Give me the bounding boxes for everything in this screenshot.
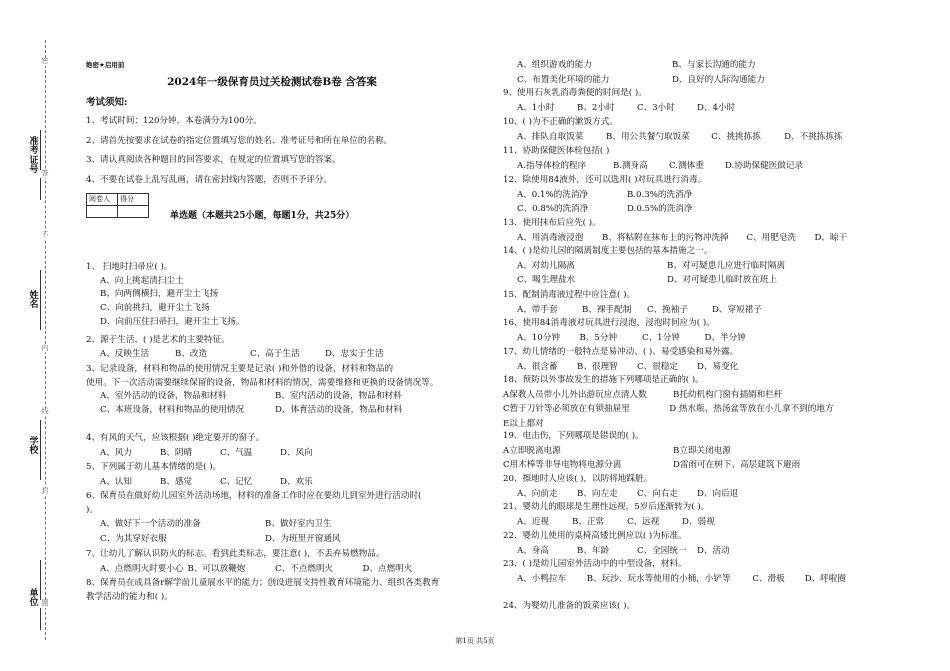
option: B、感觉	[160, 476, 193, 487]
unit-label: 单位	[29, 589, 39, 609]
option: B、将粘附在抹布上的污物冲洗掉	[602, 232, 729, 243]
option: C、记忆	[220, 476, 253, 487]
option: B托幼机构门窗有插销和栏杆	[673, 389, 783, 400]
option: C、3小时	[637, 102, 675, 113]
score-blank	[118, 206, 149, 218]
option: A、排队自取饭菜	[517, 131, 584, 142]
option: C、不点燃明火	[275, 563, 334, 574]
option: B、阴晴	[160, 447, 193, 458]
grader-blank	[87, 206, 118, 218]
question-24	[503, 601, 843, 612]
option: C、滑板	[752, 573, 785, 584]
option: A、10分钟	[517, 332, 560, 343]
seal-mark-da: 答	[41, 169, 49, 177]
question-text: 1、 扫地时扫帚应( )。	[86, 262, 173, 272]
option: C、为其穿好衣服	[100, 534, 167, 545]
question-20	[503, 474, 843, 499]
option: A、风力	[100, 447, 132, 458]
exam-id-label: 准考证号	[29, 137, 39, 176]
option: B、与家长沟通的能力	[672, 60, 756, 70]
notes-heading: 考试须知:	[86, 97, 128, 108]
option: D 热水瓶、热汤盆等放在小儿拿不到的地方	[669, 404, 834, 415]
option: A、对幼儿隔离	[517, 260, 575, 271]
option: C、布置美化环境的能力	[517, 74, 610, 85]
question-19	[503, 431, 843, 471]
option: D、4小时	[697, 102, 736, 113]
option: A、向前走	[517, 488, 558, 499]
option: C、用肥皂洗	[746, 232, 797, 243]
question-text: 22、婴幼儿使用的桌椅高矮比例应以( )为标准。	[503, 531, 687, 541]
option: D、风向	[280, 447, 313, 458]
option: A、带手套	[517, 304, 558, 315]
question-text: 23、( )是幼儿园室外活动中的中型设备，材料。	[503, 559, 687, 569]
question-23	[503, 559, 846, 584]
seal-mark-bu: 不	[41, 231, 49, 239]
note-item: 2、请首先按要求在试卷的指定位置填写您的姓名、准考证号和所在单位的名称。	[86, 135, 393, 146]
option: A.指导体检的程序	[517, 160, 587, 171]
option: D、弱视	[682, 516, 715, 527]
page-title: 2024年一级保育员过关检测试卷B卷 含答案	[167, 76, 377, 88]
score-cell: 得分	[118, 194, 149, 206]
option: D、欢乐	[280, 476, 313, 487]
question-text: 12、除使用84液外，还可以选用( )对玩具进行消毒。	[503, 175, 707, 185]
option: D.0.5%的洗消净	[627, 204, 693, 215]
option: C、喝生理盐水	[517, 275, 576, 286]
option: B、做好室内卫生	[265, 519, 332, 530]
option: B、很理智	[577, 361, 618, 372]
option: A、反映生活	[100, 348, 150, 359]
question-text: 7、让幼儿了解认识防火的标志。看到此类标志，要注意( )，不丢弃易燃物品。	[86, 549, 385, 559]
option: C、很稳定	[637, 361, 678, 372]
option: C、高于生活	[250, 348, 300, 359]
option: A、认知	[100, 476, 132, 487]
seal-line	[45, 40, 46, 640]
question-8	[86, 578, 466, 602]
question-text: 10、( )为不正确的漱饭方式。	[503, 117, 618, 127]
option: B、年龄	[577, 545, 610, 556]
note-item: 3、请认真阅读各种题目的回答要求，在规定的位置填写您的答案。	[86, 155, 341, 165]
question-9	[503, 88, 843, 113]
option: C、向右走	[637, 488, 678, 499]
option: C用木棒等非导电物将电源分离	[503, 460, 622, 471]
school-label: 学校	[29, 437, 39, 457]
note-item: 4、不要在试卷上乱写乱画，请在密封线内答题，否则不予评分。	[86, 174, 333, 185]
option: A、1小时	[517, 102, 555, 113]
option: C、挑挑拣拣	[711, 131, 761, 142]
unit-line	[40, 560, 41, 630]
option: B.0.3%的洗消净	[627, 189, 693, 200]
option: C、1分钟	[642, 332, 680, 343]
question-8-options	[503, 60, 843, 85]
name-label: 姓名	[29, 291, 39, 311]
note-item: 1、考试时间：120分钟，本卷满分为100分。	[86, 116, 262, 126]
question-14	[503, 246, 843, 286]
option: A、小鸭拉车	[517, 573, 567, 584]
option: B立即关闭电源	[673, 445, 731, 456]
option: B、对可疑患儿应进行临时隔离	[667, 260, 786, 271]
option: D、忠实于生活	[325, 348, 384, 359]
option: C、0.8%的洗消净	[517, 204, 589, 215]
option: A、室外活动的设备，物品和材料	[100, 391, 227, 402]
seal-mark-feng: 封	[41, 487, 49, 495]
question-17	[503, 347, 843, 372]
option: C暂于刀针等必须放在有锁抽屉里	[503, 404, 630, 415]
question-text: 14、( )是幼儿园的隔离制度主要包括的基本措施之一。	[503, 246, 713, 256]
question-text: 19、电击伤，下列哪项是错误的( )。	[503, 431, 644, 441]
option: C、挽袖子	[647, 304, 688, 315]
exam-notes	[86, 116, 458, 194]
option: B、改造	[175, 348, 208, 359]
option: C、气温	[220, 447, 253, 458]
option: D、半分钟	[704, 332, 746, 343]
option: D.协助保健医做记录	[725, 160, 804, 171]
question-text: 16、使用84消毒液对玩具进行浸泡，浸泡时间应为( )。	[503, 318, 715, 328]
option: B、向左走	[577, 488, 618, 499]
question-5	[86, 462, 466, 487]
option: B.测身高	[613, 160, 648, 171]
option: B、用公共餐勺取饭菜	[606, 131, 690, 142]
name-line	[40, 270, 41, 330]
option: B、2小时	[577, 102, 615, 113]
question-text: 6、保育员在做好幼儿园室外活动场地，材料的准备工作时应在要幼儿到室外进行活动时(	[86, 491, 422, 501]
option: D、对可疑患儿临时放在班上	[667, 275, 778, 286]
option: B、室内活动的设备，物品和材料	[275, 391, 402, 402]
question-13	[503, 218, 848, 243]
option: D、易变化	[697, 361, 739, 372]
question-text: 使用。下一次活动需要继续保留的设备，物品和材料的情况，需要维修和更换的设备情况等。	[86, 377, 439, 388]
option: B、玩沙、玩水等使用的小桶，小铲等	[586, 573, 731, 584]
question-text: 21、婴幼儿的眼球是生理性远视，5岁后逐渐转为( )。	[503, 502, 710, 512]
option: D、体育活动的设备，物品和材料	[275, 405, 403, 416]
question-text: )。	[86, 504, 98, 515]
question-text: 2、源于生活、( )是艺术的主要特征。	[86, 335, 230, 345]
option: D、向前压住扫帚扫，避开尘土飞扬。	[100, 316, 245, 327]
option: D雷雨可在树下、高层建筑下避雨	[673, 460, 801, 471]
question-3	[86, 364, 466, 416]
option: C.测体重	[669, 160, 704, 171]
option: A、很含蓄	[517, 361, 558, 372]
option: B、裸手配制	[582, 304, 632, 315]
question-text: 11、协助保健医体检包括( )	[503, 146, 610, 156]
exam-id-line	[40, 130, 41, 200]
question-text: 教学活动的能力和( )。	[86, 591, 173, 602]
option: D、向后退	[697, 488, 739, 499]
question-12	[503, 175, 843, 215]
option: B、正常	[572, 516, 605, 527]
option: A、向上挑起清扫尘土	[100, 275, 184, 286]
question-1	[86, 262, 466, 328]
question-22	[503, 531, 843, 556]
option: D、穿短裙子	[712, 304, 762, 315]
option: D、点燃明火	[362, 563, 413, 574]
binding-margin	[0, 0, 62, 671]
school-line	[40, 420, 41, 480]
option: E以上都对	[503, 419, 544, 430]
question-21	[503, 502, 843, 527]
question-text: 15、配制消毒液过程中应注意( )。	[503, 290, 636, 300]
option: C、全园统一	[637, 545, 687, 556]
question-text: 17、幼儿情绪的一般特点是易冲动、( )、易受感染和易外露。	[503, 347, 739, 357]
seal-mark-mi: 密	[41, 57, 49, 65]
option: D、呼啦圈	[804, 573, 846, 584]
option: A、0.1%的洗消净	[517, 189, 589, 200]
question-18	[503, 375, 843, 430]
option: B、可以放鞭炮	[187, 563, 246, 574]
option: D、不挑拣拣拣	[784, 131, 843, 142]
option: D、为班里开窗通风	[265, 534, 341, 545]
question-text: 4、有风的天气，应该根据( )绝定要开的窗子。	[86, 433, 265, 443]
question-4	[86, 433, 466, 458]
option: B、5分钟	[579, 332, 618, 343]
question-11	[503, 146, 843, 171]
option: A立即脱离电源	[503, 445, 561, 456]
question-6	[86, 491, 466, 545]
option: A、点燃明火时要小心	[100, 563, 184, 574]
seal-mark-ti: 题	[41, 599, 49, 607]
option: D、晾干	[814, 232, 848, 243]
question-text: 18、预防以外事故发生的措施下列哪项是正确的( )。	[503, 375, 704, 385]
option: C、向前挑扫，避开尘土飞扬	[100, 303, 210, 314]
option: A保教人员带小儿外出游玩应点清人数	[503, 389, 647, 400]
question-16	[503, 318, 843, 343]
question-10	[503, 117, 843, 142]
option: A、近视	[517, 516, 549, 527]
option: B、向两侧横扫，避开尘土飞扬	[100, 289, 219, 300]
option: A、组织游戏的能力	[517, 60, 592, 70]
secret-label: 绝密★启用前	[86, 61, 125, 69]
question-text: 13、使用抹布后应先( )。	[503, 218, 601, 228]
page-number: 第1页 共5页	[455, 637, 495, 645]
option: A、用消毒液浸泡	[517, 232, 584, 243]
question-text: 3、记录设备，材料和物品的使用情况主要是记录( )和外借的设备，材料和物品的	[86, 364, 394, 374]
option: A、身高	[517, 545, 549, 556]
option: A、做好下一个活动的准备	[100, 519, 201, 530]
question-2	[86, 335, 466, 359]
question-text: 20、擦地时人应该( )，以防将地踩脏。	[503, 474, 653, 484]
grader-cell: 阅卷人	[87, 194, 118, 206]
question-text: 9、使用石灰乳消毒粪便的时间是( )。	[503, 88, 647, 98]
option: C、本班设备，材料和物品的使用情况	[100, 405, 245, 416]
option: D、活动	[697, 545, 730, 556]
question-15	[503, 290, 843, 315]
question-text: 5、下列属于幼儿基本情绪的是( )。	[86, 462, 222, 472]
question-text: 8、保育员在成具备r解学前儿童展水平的能力；创设进展支持性教育环境能力、组织各类教育	[86, 578, 440, 588]
score-box	[86, 193, 149, 218]
section-heading: 单选题（本题共25小题，每题1分，共25分）	[170, 211, 355, 221]
question-7	[86, 549, 466, 574]
option: C、远视	[627, 516, 660, 527]
seal-mark-xian: 线	[41, 407, 49, 415]
question-text: 24、为婴幼儿准备的饭菜应该( )。	[503, 601, 636, 611]
option: D、良好的人际沟通能力	[672, 74, 765, 85]
seal-mark-nei: 内	[41, 344, 49, 352]
